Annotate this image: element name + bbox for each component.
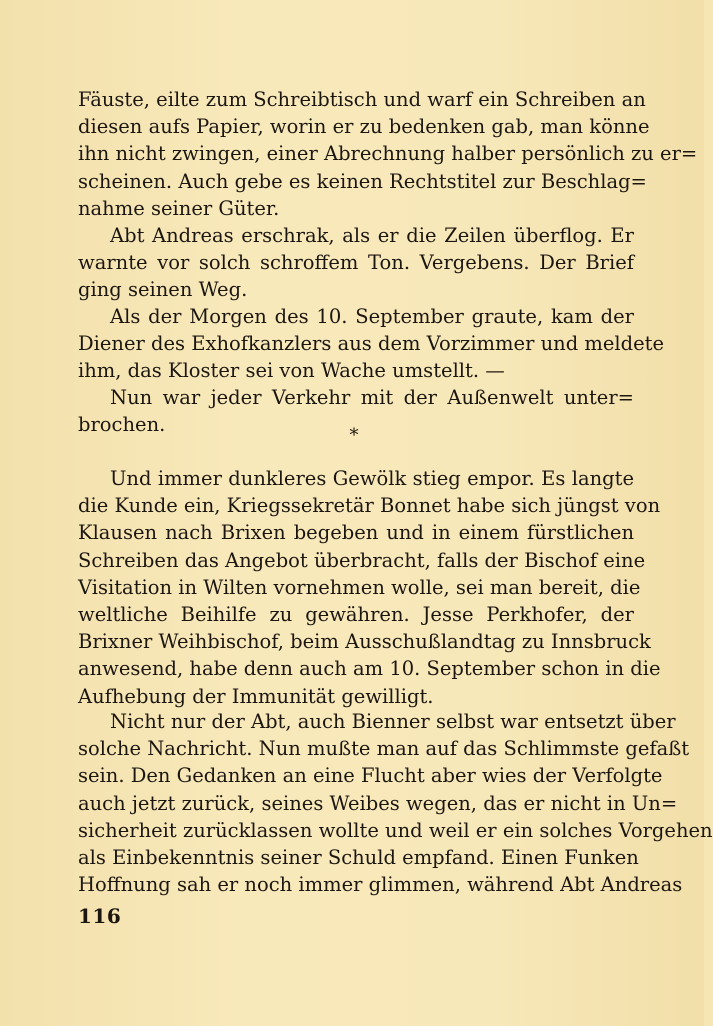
text-line: die Kunde ein, Kriegssekretär Bonnet habe sich jüngst von — [78, 494, 661, 518]
text-line: diesen aufs Papier, worin er zu bedenken gab, man könne — [78, 115, 650, 139]
text-line: sicherheit zurücklassen wollte und weil er ein solches Vorgehen — [78, 818, 713, 842]
text-line: brochen. — [78, 413, 166, 437]
text-line: sein. Den Gedanken an eine Flucht aber wies der Verfolgte — [78, 764, 663, 788]
text-line: anwesend, habe denn auch am 10. September schon in die — [78, 657, 661, 681]
paragraph-3 — [78, 303, 665, 385]
text-line: Schreiben das Angebot überbracht, falls der Bischof eine — [78, 548, 646, 572]
text-line: warnte vor solch schroffem Ton. Vergebens. Der Brief — [78, 251, 634, 275]
paragraph-1 — [78, 86, 698, 222]
text-line: auch jetzt zurück, seines Weibes wegen, das er nicht in Un= — [78, 791, 678, 815]
text-line: Hoffnung sah er noch immer glimmen, während Abt Andreas — [78, 873, 683, 897]
paragraph-2 — [78, 222, 634, 304]
text-line: weltliche Beihilfe zu gewähren. Jesse Perkhofer, der — [78, 602, 634, 626]
text-line: als Einbekenntnis seiner Schuld empfand. Einen Funken — [78, 845, 639, 869]
text-line: Brixner Weihbischof, beim Ausschußlandtag zu Innsbruck — [78, 630, 651, 654]
text-line: scheinen. Auch gebe es keinen Rechtstitel zur Beschlag= — [78, 169, 647, 193]
text-line: solche Nachricht. Nun mußte man auf das Schlimmste gefaßt — [78, 737, 690, 761]
page-number: 116 — [78, 904, 122, 928]
text-line: Klausen nach Brixen begeben und in einem fürstlichen — [78, 521, 634, 545]
text-line: Als der Morgen des 10. September graute, kam der — [110, 305, 634, 328]
text-line: Nicht nur der Abt, auch Bienner selbst war entsetzt über — [110, 710, 676, 733]
text-line: Visitation in Wilten vornehmen wolle, sei man bereit, die — [78, 575, 641, 599]
text-line: Aufhebung der Immunität gewilligt. — [78, 684, 434, 708]
text-line: ihm, das Kloster sei von Wache umstellt. — — [78, 359, 505, 383]
text-line: Diener des Exhofkanzlers aus dem Vorzimmer und meldete — [78, 332, 665, 356]
text-line: Und immer dunkleres Gewölk stieg empor. Es langte — [110, 467, 634, 490]
section-separator: * — [349, 425, 359, 446]
text-line: nahme seiner Güter. — [78, 196, 280, 220]
text-line: ihn nicht zwingen, einer Abrechnung halber persönlich zu er= — [78, 142, 698, 166]
paragraph-5 — [78, 465, 661, 710]
paragraph-6 — [78, 708, 713, 898]
text-line: Nun war jeder Verkehr mit der Außenwelt unter= — [110, 386, 634, 409]
text-line: ging seinen Weg. — [78, 278, 248, 302]
text-line: Abt Andreas erschrak, als er die Zeilen überflog. Er — [110, 224, 634, 247]
text-line: Fäuste, eilte zum Schreibtisch und warf ein Schreiben an — [78, 88, 646, 111]
